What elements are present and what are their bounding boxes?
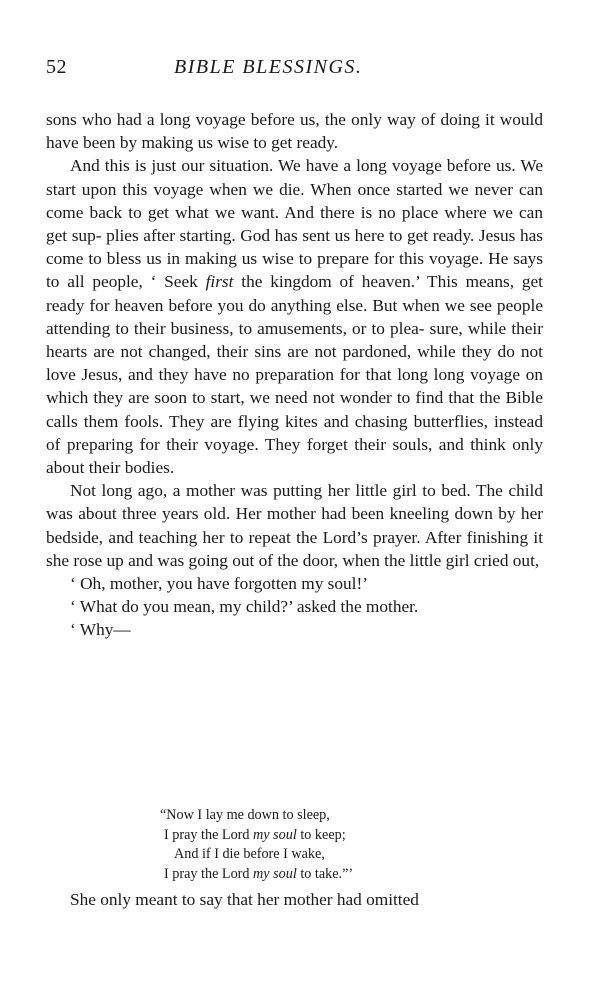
poem-emphasis: my soul <box>253 865 297 882</box>
text-line: Jesus has come to bless us in making us wise to prepare <box>46 226 543 269</box>
dialog-line-2: ‘ What do you mean, my child?’ asked the mother. <box>70 597 419 617</box>
text-line: ready. <box>296 133 339 153</box>
text-line: They forget their souls, and think only about their <box>46 434 543 478</box>
text-line: the Bible calls them fools. They are flying kites and <box>46 388 543 431</box>
text-line: rose up and was going out of the door, when the little <box>73 550 442 570</box>
text-line: And this is just our situation. We have a long voyage <box>70 156 442 176</box>
poem-line <box>160 826 480 846</box>
text-line: bodies. <box>124 458 175 478</box>
poem-line <box>160 845 480 865</box>
text-line: When once started we never can come back to get what <box>46 179 544 222</box>
poem-text: to keep; <box>296 826 346 843</box>
text-fragment: the <box>233 272 263 292</box>
page-number: 52 <box>46 56 67 78</box>
text-line: plies after starting. God has sent us here to get ready. <box>106 226 475 246</box>
text-line: had been kneeling down by her bedside, and teaching <box>46 504 543 547</box>
text-line: kingdom of heaven.’ This means, get ready for heaven <box>46 272 543 315</box>
paragraph-3 <box>46 479 543 572</box>
paragraph-1 <box>46 108 543 154</box>
poem-text: “Now I lay me down to sleep, <box>160 807 330 823</box>
text-line: chasing butterflies, instead of preparing for their voyage. <box>46 411 543 454</box>
emphasis-text: first <box>205 272 234 292</box>
text-line: Not long ago, a mother was putting her little girl to <box>70 481 436 501</box>
text-line: before you do anything else. But when we see people <box>168 295 543 315</box>
paragraph-2 <box>46 154 543 479</box>
running-head: BIBLE BLESSINGS. <box>174 56 363 78</box>
poem-line <box>160 806 480 826</box>
poem-emphasis: my soul <box>253 826 297 843</box>
text-line: sons who had a long voyage before us, the only way of <box>46 110 436 129</box>
text-line: not pardoned, while they do not love Jesus, and they <box>46 342 543 385</box>
text-line: girl cried out, <box>445 550 540 570</box>
text-line: doing it would have been by making us wise to get <box>46 110 544 153</box>
text-line: sure, while their hearts are not changed, their sins are <box>46 318 543 362</box>
text-line: have no preparation for that long long voyage on which <box>46 365 543 408</box>
poem-text: And if I die before I wake, <box>174 846 325 862</box>
poem-line <box>160 865 480 885</box>
dialog-line-3: ‘ Why— <box>70 620 131 640</box>
text-line: attending to their business, to amusements, or to plea- <box>46 318 425 338</box>
page-header <box>46 56 541 82</box>
poem-block <box>160 806 480 884</box>
text-line: we want. And there is no place where we can get sup- <box>46 202 543 246</box>
text-line: bed. The child was about three years old. Her mother <box>46 481 543 524</box>
text-line: her to repeat the Lord’s prayer. After finishing it she <box>46 527 543 570</box>
poem-text: I pray the Lord <box>164 865 254 882</box>
dialog-line-1: ‘ Oh, mother, you have forgotten my soul!’ <box>70 574 368 594</box>
text-line: they are soon to start, we need not wonder to find that <box>93 388 475 408</box>
final-text-line: She only meant to say that her mother had omitted <box>70 890 419 909</box>
poem-text: to take.”’ <box>296 865 354 882</box>
body-text <box>46 108 543 642</box>
text-line: for this voyage. He says to all people, ‘ Seek <box>46 249 543 292</box>
poem-text: I pray the Lord <box>164 826 254 843</box>
text-line: before us. We start upon this voyage when we die. <box>46 156 543 199</box>
